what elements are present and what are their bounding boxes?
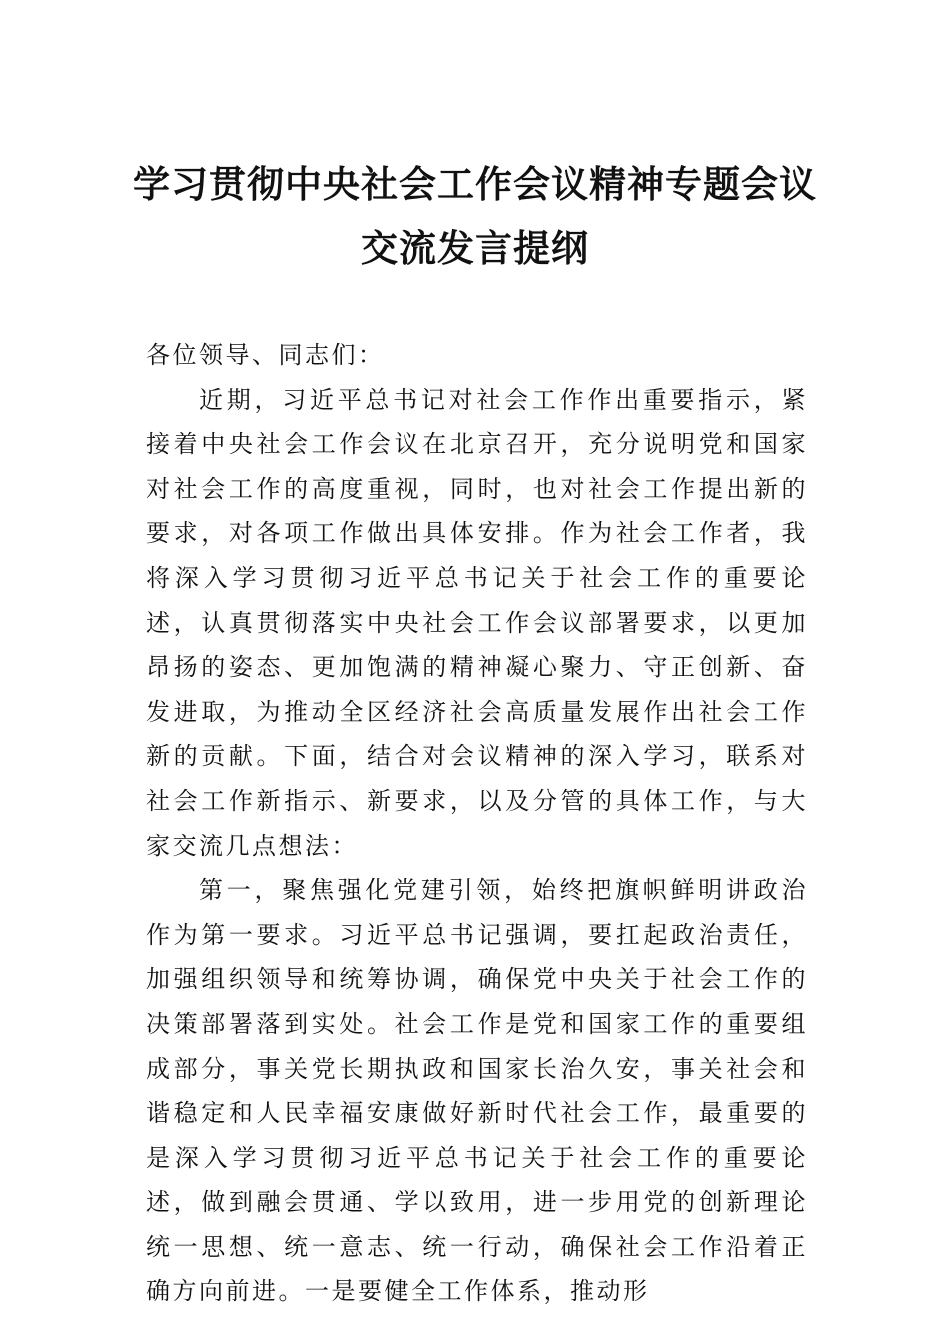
salutation: 各位领导、同志们：	[146, 341, 385, 369]
document-body	[146, 333, 808, 1314]
document-title-line-1: 学习贯彻中央社会工作会议精神专题会议	[133, 162, 817, 206]
paragraph-first-point: 第一，聚焦强化党建引领，始终把旗帜鲜明讲政治作为第一要求。习近平总书记强调，要扛起政治责任，加强组织领导和统筹协调，确保党中央关于社会工作的决策部署落到实处。社会工作是党和国家工作的重要组成部分，事关党长期执政和国家长治久安，事关社会和谐稳定和人民幸福安康做好新时代社会工作，最重要的是深入学习贯彻习近平总书记关于社会工作的重要论述，做到融会贯通、学以致用，进一步用党的创新理论统一思想、统一意志、统一行动，确保社会工作沿着正确方向前进。一是要健全工作体系，推动形	[146, 876, 808, 1306]
paragraph-intro: 近期，习近平总书记对社会工作作出重要指示，紧接着中央社会工作会议在北京召开，充分说明党和国家对社会工作的高度重视，同时，也对社会工作提出新的要求，对各项工作做出具体安排。作为社会工作者，我将深入学习贯彻习近平总书记关于社会工作的重要论述，认真贯彻落实中央社会工作会议部署要求，以更加昂扬的姿态、更加饱满的精神凝心聚力、守正创新、奋发进取，为推动全区经济社会高质量发展作出社会工作新的贡献。下面，结合对会议精神的深入学习，联系对社会工作新指示、新要求，以及分管的具体工作，与大家交流几点想法：	[146, 385, 808, 860]
document-title-line-2: 交流发言提纲	[361, 226, 589, 270]
